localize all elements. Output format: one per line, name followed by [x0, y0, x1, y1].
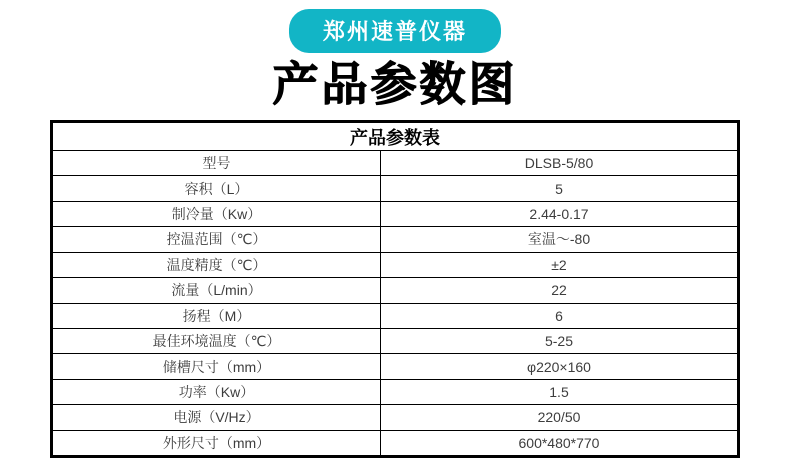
param-value: 6 [555, 307, 563, 324]
param-value: 600*480*770 [518, 434, 600, 451]
param-value: ±2 [551, 256, 567, 273]
param-label: 制冷量（Kw） [53, 202, 381, 226]
table-row [53, 380, 737, 405]
table-row [53, 202, 737, 227]
param-label: 扬程（M） [53, 304, 381, 328]
table-row [53, 405, 737, 430]
table-row [53, 304, 737, 329]
table-title: 产品参数表 [53, 123, 737, 151]
param-value: 2.44-0.17 [529, 206, 589, 223]
table-row [53, 278, 737, 303]
table-row [53, 329, 737, 354]
table-row [53, 227, 737, 252]
param-value: DLSB-5/80 [524, 155, 594, 172]
page-title: 产品参数图 [272, 58, 518, 110]
table-row [53, 354, 737, 379]
product-parameter-table [50, 120, 740, 458]
table-row [53, 151, 737, 176]
param-value: 5-25 [544, 333, 574, 350]
param-value: 室温～-80 [527, 231, 591, 248]
param-value: φ220×160 [527, 358, 591, 375]
param-label: 型号 [53, 151, 381, 175]
param-label: 外形尺寸（mm） [53, 431, 381, 455]
param-value: 5 [555, 180, 563, 197]
param-label: 流量（L/min） [53, 278, 381, 302]
param-label: 最佳环境温度（℃） [53, 329, 381, 353]
param-value: 22 [551, 282, 567, 299]
param-label: 容积（L） [53, 176, 381, 200]
param-label: 电源（V/Hz） [53, 405, 381, 429]
brand-badge: 郑州速普仪器 [289, 9, 501, 53]
param-label: 温度精度（℃） [53, 253, 381, 277]
param-label: 功率（Kw） [53, 380, 381, 404]
table-row [53, 176, 737, 201]
param-value: 1.5 [549, 384, 569, 400]
param-label: 储槽尺寸（mm） [53, 354, 381, 378]
param-label: 控温范围（℃） [53, 227, 381, 251]
table-row [53, 253, 737, 278]
table-row [53, 431, 737, 455]
param-value: 220/50 [537, 409, 581, 426]
